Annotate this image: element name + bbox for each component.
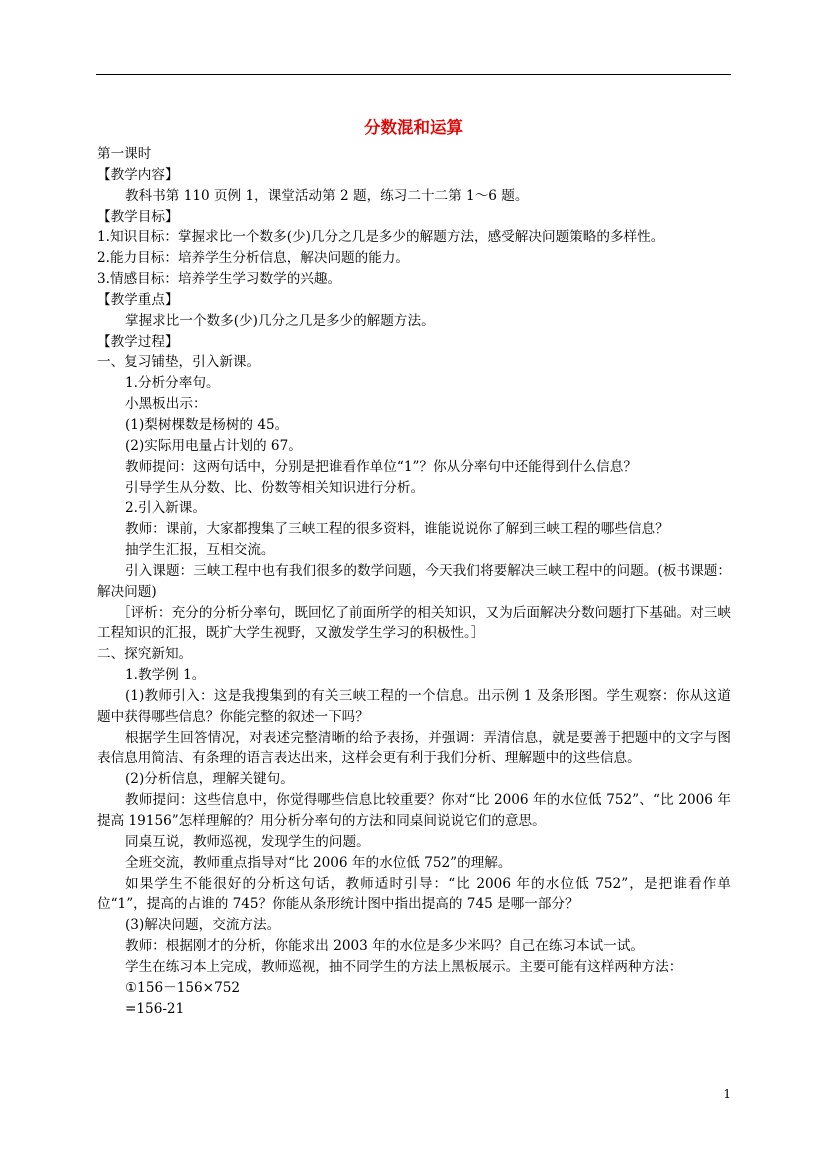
paragraph: 同桌互说，教师巡视，发现学生的问题。: [125, 833, 370, 850]
document-body: [97, 144, 731, 1019]
paragraph: (1)梨树棵数是杨树的 45。: [125, 416, 289, 433]
paragraph: 2.能力目标：培养学生分析信息，解决问题的能力。: [97, 250, 410, 267]
paragraph: (1)教师引入：这是我搜集到的有关三峡工程的一个信息。出示例 1 及条形图。学生观察：你从这道题中获得哪些信息？你能完整的叙述一下吗？: [97, 687, 731, 725]
paragraph: 小黑板出示：: [125, 396, 207, 413]
paragraph: 3.情感目标：培养学生学习数学的兴趣。: [97, 271, 342, 288]
paragraph: 教师：课前，大家都搜集了三峡工程的很多资料，谁能说说你了解到三峡工程的哪些信息？: [125, 521, 669, 538]
paragraph: 1.教学例 1。: [125, 667, 206, 684]
paragraph: 【教学目标】: [97, 208, 179, 225]
paragraph: 【教学内容】: [97, 166, 179, 183]
paragraph: 学生在练习本上完成，教师巡视，抽不同学生的方法上黑板展示。主要可能有这样两种方法：: [125, 958, 683, 975]
paragraph: 引入课题：三峡工程中也有我们很多的数学问题，今天我们将要解决三峡工程中的问题。(板书课题：解决问题): [97, 562, 731, 600]
paragraph: 抽学生汇报，互相交流。: [125, 542, 275, 559]
paragraph: =156-21: [125, 1000, 185, 1017]
paragraph: 教师：根据刚才的分析，你能求出 2003 年的水位是多少米吗？自己在练习本试一试。: [125, 938, 645, 955]
paragraph: 第一课时: [97, 146, 152, 162]
paragraph: 全班交流，教师重点指导对“比 2006 年的水位低 752”的理解。: [125, 854, 512, 871]
paragraph: 教师提问：这两句话中，分别是把谁看作单位“1”？你从分率句中还能得到什么信息？: [125, 458, 637, 475]
paragraph: 根据学生回答情况，对表述完整清晰的给予表扬，并强调：弄清信息，就是要善于把题中的文字与图表信息用简洁、有条理的语言表达出来，这样会更有利于我们分析、理解题中的这些信息。: [97, 729, 731, 767]
paragraph: 1.知识目标：掌握求比一个数多(少)几分之几是多少的解题方法，感受解决问题策略的多样性。: [97, 229, 665, 246]
paragraph: 2.引入新课。: [125, 500, 206, 517]
paragraph: ①156－156×752: [125, 979, 241, 996]
paragraph: ［评析：充分的分析分率句，既回忆了前面所学的相关知识，又为后面解决分数问题打下基础。对三峡工程知识的汇报，既扩大学生视野，又激发学生学习的积极性。］: [97, 604, 731, 642]
paragraph: 【教学过程】: [97, 333, 179, 350]
paragraph: 掌握求比一个数多(少)几分之几是多少的解题方法。: [125, 312, 435, 329]
paragraph: (2)分析信息，理解关键句。: [125, 771, 294, 788]
paragraph: 教科书第 110 页例 1，课堂活动第 2 题，练习二十二第 1～6 题。: [125, 187, 529, 204]
paragraph: 1.分析分率句。: [125, 375, 220, 392]
paragraph: 一、复习铺垫，引入新课。: [97, 354, 261, 371]
paragraph: 【教学重点】: [97, 291, 179, 308]
paragraph: (2)实际用电量占计划的 67。: [125, 437, 302, 454]
document-title: 分数混和运算: [364, 118, 463, 137]
header-rule: [96, 74, 731, 75]
paragraph: (3)解决问题，交流方法。: [125, 917, 281, 934]
paragraph: 如果学生不能很好的分析这句话，教师适时引导：“比 2006 年的水位低 752”，是把谁看作单位“1”，提高的占谁的 745？你能从条形统计图中指出提高的 745 是哪一部分？: [97, 875, 731, 913]
page-number: 1: [723, 1087, 731, 1101]
paragraph: 教师提问：这些信息中，你觉得哪些信息比较重要？你对“比 2006 年的水位低 752”、“比 2006 年提高 19156”怎样理解的？用分析分率句的方法和同桌间说说它们的意思。: [97, 792, 731, 829]
paragraph: 二、探究新知。: [97, 646, 193, 663]
paragraph: 引导学生从分数、比、份数等相关知识进行分析。: [125, 479, 425, 496]
